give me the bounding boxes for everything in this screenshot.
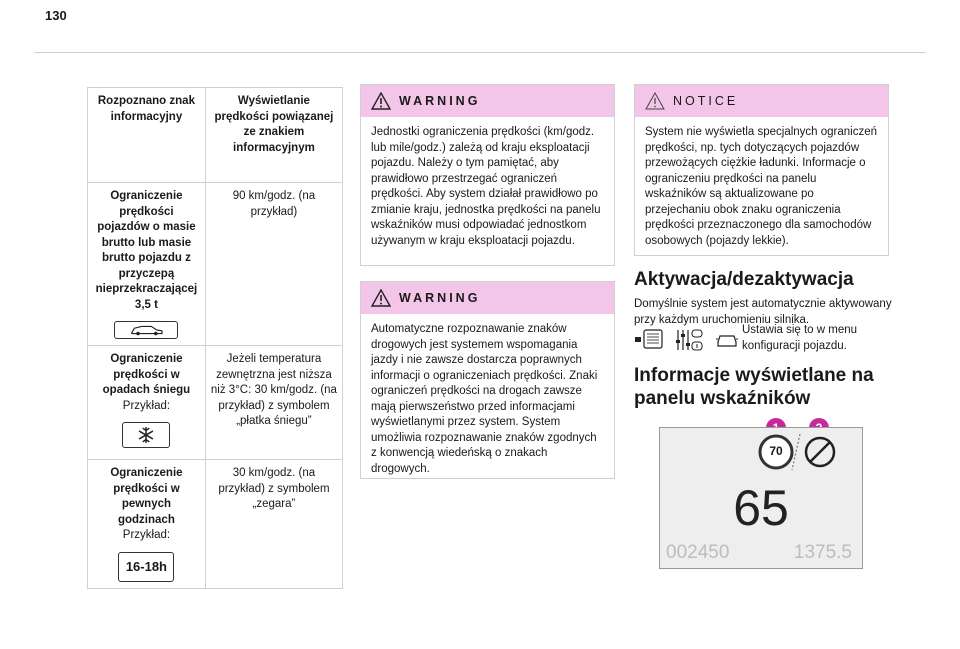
snowflake-sign-icon — [122, 422, 170, 448]
row-title: Ograniczenie prędkości pojazdów o masie brutto lub masie brutto pojazdu z przyczepą nieprzekraczającej 3,5 t — [95, 190, 198, 311]
notice-box — [634, 84, 889, 256]
row-display: Jeżeli temperatura zewnętrzna jest niższa niż 3°C: 30 km/godz. (na przykład) z symbolem „płatka śniegu” — [210, 353, 337, 427]
menu-text: Ustawia się to w menu konfiguracji pojazdu. — [742, 324, 858, 352]
notice-label: NOTICE — [673, 94, 739, 108]
row-sub: Przykład: — [122, 529, 171, 541]
sign-table — [87, 87, 343, 589]
table-cell — [88, 460, 206, 589]
notice-icon — [645, 92, 665, 110]
header-rule — [34, 52, 926, 53]
warning-icon — [371, 92, 391, 110]
table-row — [88, 346, 343, 460]
notice-header — [635, 85, 888, 117]
odometer-value: 002450 — [666, 542, 730, 563]
row-title: Ograniczenie prędkości w pewnych godzinach — [110, 467, 183, 526]
row-display: 90 km/godz. (na przykład) — [232, 190, 316, 218]
row-title: Ograniczenie prędkości w opadach śniegu — [102, 353, 191, 396]
current-speed: 65 — [733, 480, 789, 536]
table-cell — [205, 183, 342, 346]
activation-text: Domyślnie system jest automatycznie aktywowany przy każdym uruchomieniu silnika. — [634, 298, 892, 326]
table-header-cell: Wyświetlanie prędkości powiązanej ze znakiem informacyjnym — [205, 88, 342, 183]
no-limit-icon — [800, 432, 840, 472]
warning-box — [360, 84, 615, 266]
table-header-row — [88, 88, 343, 183]
warning-header — [361, 85, 614, 117]
trip-value: 1375.5 — [793, 542, 852, 563]
table-header-cell: Rozpoznano znak informacyjny — [88, 88, 206, 183]
row-sub: Przykład: — [122, 399, 171, 412]
car-icon — [714, 329, 740, 351]
menu-icon — [634, 328, 664, 350]
table-row — [88, 183, 343, 346]
instrument-cluster — [659, 427, 863, 569]
display-title: Informacje wyświetlane na panelu wskaźników — [634, 365, 874, 409]
table-cell — [205, 460, 342, 589]
time-sign-icon: 16-18h — [118, 552, 174, 582]
warning-box — [360, 281, 615, 479]
warning-text: Jednostki ograniczenia prędkości (km/godz. lub mile/godz.) zależą od kraju eksploatacji pojazdu. Należy o tym pamiętać, aby prawidłowo przestrzegać ograniczeń prędkości. Aby system działał prawidłowo po zmianie kraju, jednostka prędkości na panelu wskaźników musi odpowiadać jednostkom używanym w kraju eksploatacji pojazdu. — [371, 126, 601, 247]
table-cell — [205, 346, 342, 460]
speed-limit-value: 70 — [769, 444, 783, 458]
settings-sliders-icon — [674, 328, 704, 352]
table-cell — [88, 183, 206, 346]
warning-icon — [371, 289, 391, 307]
table-row — [88, 460, 343, 589]
page-number: 130 — [45, 8, 67, 23]
warning-text: Automatyczne rozpoznawanie znaków drogowych jest systemem wspomagania jazdy i nie zawsze dostarcza poprawnych informacji o ograniczeniach prędkości. Znaki ograniczeń prędkości na drogach zawsze mają pierwszeństwo przed informacjami wyświetlanymi przez system. System umożliwia rozpoznawanie znaków zgodnych z konwencją wiedeńską o znakach drogowych. — [371, 323, 598, 475]
row-display: 30 km/godz. (na przykład) z symbolem „zegara” — [218, 467, 330, 510]
notice-text: System nie wyświetla specjalnych ograniczeń prędkości, np. tych dotyczących pojazdów przewożących ciężkie ładunki. Informacje o ograniczeniu prędkości na panelu wskaźników są aktualizowane po przejechaniu obok znaku ograniczenia prędkości przeznaczonego dla samochodów osobowych (pojazdy lekkie). — [645, 126, 878, 247]
table-cell — [88, 346, 206, 460]
warning-label: WARNING — [399, 94, 481, 108]
menu-icons — [634, 328, 744, 352]
warning-label: WARNING — [399, 291, 481, 305]
car-sign-icon — [114, 321, 178, 339]
warning-header — [361, 282, 614, 314]
activation-title: Aktywacja/dezaktywacja — [634, 269, 854, 290]
